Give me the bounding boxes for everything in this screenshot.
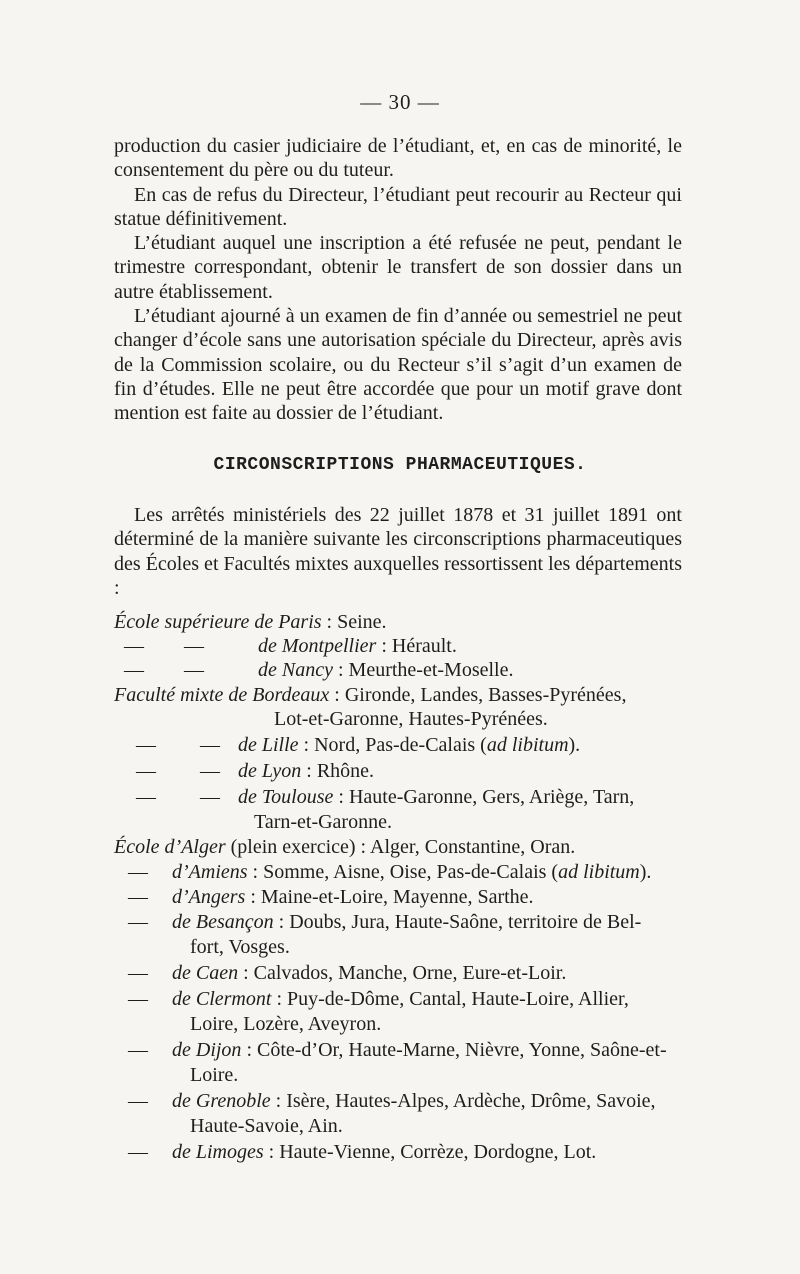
entry-caen bbox=[172, 961, 566, 985]
departments: Hérault. bbox=[391, 635, 457, 657]
school-name: de Lyon bbox=[238, 760, 302, 782]
entry-paris bbox=[114, 610, 387, 634]
school-name: de Caen bbox=[172, 962, 239, 984]
entry-besancon bbox=[172, 910, 641, 934]
paragraph: L’étudiant ajourné à un examen de fin d’année ou semestriel ne peut changer d’école sans une autorisation spéciale du Directeur, après avis de la Commission scolaire, ou du Recteur s’il s’agit d’un examen de fin d’études. Elle ne peut être accordée que pour un motif grave dont mention est faite au dossier de l’étudiant. bbox=[114, 305, 682, 425]
departments: Maine-et-Loire, Mayenne, Sarthe. bbox=[260, 886, 534, 908]
paragraph: production du casier judiciaire de l’étudiant, et, en cas de minorité, le consentement du père ou du tuteur. bbox=[114, 135, 682, 182]
entry-lille bbox=[238, 733, 580, 757]
departments: Seine. bbox=[337, 611, 387, 633]
separator: : bbox=[329, 684, 345, 706]
ad-libitum: ad libitum bbox=[558, 861, 640, 883]
departments: Alger, Constantine, Oran. bbox=[370, 836, 576, 858]
entry-grenoble-continued: Haute-Savoie, Ain. bbox=[190, 1115, 343, 1137]
separator: : bbox=[270, 1090, 287, 1112]
page-number: — 30 — bbox=[360, 90, 440, 114]
separator: : bbox=[273, 911, 290, 933]
school-name: de Clermont bbox=[172, 988, 272, 1010]
separator: : bbox=[298, 734, 315, 756]
ditto-dash: — bbox=[124, 635, 144, 657]
departments: Puy-de-Dôme, Cantal, Haute-Loire, Allier, bbox=[287, 988, 629, 1010]
separator: : bbox=[245, 886, 261, 908]
entry-bordeaux bbox=[114, 683, 626, 707]
departments: Haute-Vienne, Corrèze, Dordogne, Lot. bbox=[279, 1141, 597, 1163]
entry-dijon bbox=[172, 1038, 667, 1062]
entry-bordeaux-continued: Lot-et-Garonne, Hautes-Pyrénées. bbox=[274, 708, 548, 730]
separator: : bbox=[263, 1141, 280, 1163]
school-name: de Toulouse bbox=[238, 786, 334, 808]
school-name: École supérieure de Paris bbox=[114, 611, 322, 633]
entry-grenoble bbox=[172, 1089, 656, 1113]
departments: Isère, Hautes-Alpes, Ardèche, Drôme, Savoie, bbox=[286, 1090, 656, 1112]
school-name: d’Angers bbox=[172, 886, 246, 908]
departments: Gironde, Landes, Basses-Pyrénées, bbox=[344, 684, 627, 706]
paragraph: En cas de refus du Directeur, l’étudiant peut recourir au Recteur qui statue définitivement. bbox=[114, 183, 682, 230]
departments: Doubs, Jura, Haute-Saône, territoire de Bel- bbox=[289, 911, 642, 933]
school-name: de Dijon bbox=[172, 1039, 242, 1061]
ditto-dash: — bbox=[124, 659, 144, 681]
punctuation: ). bbox=[639, 861, 652, 883]
separator: : bbox=[321, 611, 338, 633]
punctuation: ). bbox=[568, 734, 581, 756]
separator: : bbox=[247, 861, 264, 883]
school-name: de Grenoble bbox=[172, 1090, 271, 1112]
ditto-dash: — bbox=[128, 1141, 148, 1163]
entry-amiens bbox=[172, 860, 651, 884]
entry-angers bbox=[172, 885, 534, 909]
ditto-dash: — bbox=[128, 911, 148, 933]
separator: : bbox=[332, 659, 349, 681]
ditto-dash: — bbox=[200, 760, 220, 782]
separator: : bbox=[301, 760, 317, 782]
separator: : bbox=[238, 962, 254, 984]
entry-toulouse bbox=[238, 785, 634, 809]
ditto-dash: — bbox=[136, 760, 156, 782]
separator: : bbox=[271, 988, 287, 1010]
intro-paragraph: Les arrêtés ministériels des 22 juillet 1878 et 31 juillet 1891 ont déterminé de la manière suivante les circonscriptions pharmaceutiques des Écoles et Facultés mixtes auxquelles ressortissent les départements : bbox=[114, 504, 682, 599]
ditto-dash: — bbox=[128, 1090, 148, 1112]
separator: : bbox=[376, 635, 392, 657]
separator: : bbox=[333, 786, 349, 808]
entry-clermont-continued: Loire, Lozère, Aveyron. bbox=[190, 1013, 382, 1035]
school-name: de Limoges bbox=[172, 1141, 264, 1163]
departments: Haute-Garonne, Gers, Ariège, Tarn, bbox=[348, 786, 635, 808]
entry-dijon-continued: Loire. bbox=[190, 1064, 239, 1086]
school-name: Faculté mixte de Bordeaux bbox=[114, 684, 330, 706]
school-qualifier: (plein exercice) : bbox=[225, 836, 370, 858]
ditto-dash: — bbox=[128, 861, 148, 883]
entry-limoges bbox=[172, 1140, 596, 1164]
departments: Nord, Pas-de-Calais ( bbox=[314, 734, 487, 756]
ditto-dash: — bbox=[200, 734, 220, 756]
separator: : bbox=[241, 1039, 257, 1061]
entry-nancy bbox=[258, 658, 514, 682]
ditto-dash: — bbox=[128, 886, 148, 908]
ad-libitum: ad libitum bbox=[486, 734, 569, 756]
ditto-dash: — bbox=[128, 962, 148, 984]
entry-alger bbox=[114, 835, 575, 859]
ditto-dash: — bbox=[128, 988, 148, 1010]
school-name: École d’Alger bbox=[114, 836, 226, 858]
departments: Meurthe-et-Moselle. bbox=[348, 659, 514, 681]
school-name: de Nancy bbox=[258, 659, 333, 681]
departments: Rhône. bbox=[316, 760, 375, 782]
ditto-dash: — bbox=[136, 786, 156, 808]
ditto-dash: — bbox=[136, 734, 156, 756]
entry-montpellier bbox=[258, 634, 457, 658]
ditto-dash: — bbox=[184, 635, 204, 657]
departments: Somme, Aisne, Oise, Pas-de-Calais ( bbox=[263, 861, 559, 883]
paragraph: L’étudiant auquel une inscription a été refusée ne peut, pendant le trimestre correspondant, obtenir le transfert de son dossier dans un autre établissement. bbox=[114, 232, 682, 303]
departments: Côte-d’Or, Haute-Marne, Nièvre, Yonne, Saône-et- bbox=[257, 1039, 667, 1061]
ditto-dash: — bbox=[200, 786, 220, 808]
school-name: de Montpellier bbox=[258, 635, 377, 657]
entry-clermont bbox=[172, 987, 629, 1011]
school-name: de Besançon bbox=[172, 911, 274, 933]
ditto-dash: — bbox=[184, 659, 204, 681]
entry-besancon-continued: fort, Vosges. bbox=[190, 936, 290, 958]
ditto-dash: — bbox=[128, 1039, 148, 1061]
entry-toulouse-continued: Tarn-et-Garonne. bbox=[254, 811, 392, 833]
school-name: d’Amiens bbox=[172, 861, 248, 883]
entry-lyon bbox=[238, 759, 374, 783]
section-heading: CIRCONSCRIPTIONS PHARMACEUTIQUES. bbox=[213, 455, 587, 475]
departments: Calvados, Manche, Orne, Eure-et-Loir. bbox=[253, 962, 567, 984]
school-name: de Lille bbox=[238, 734, 299, 756]
